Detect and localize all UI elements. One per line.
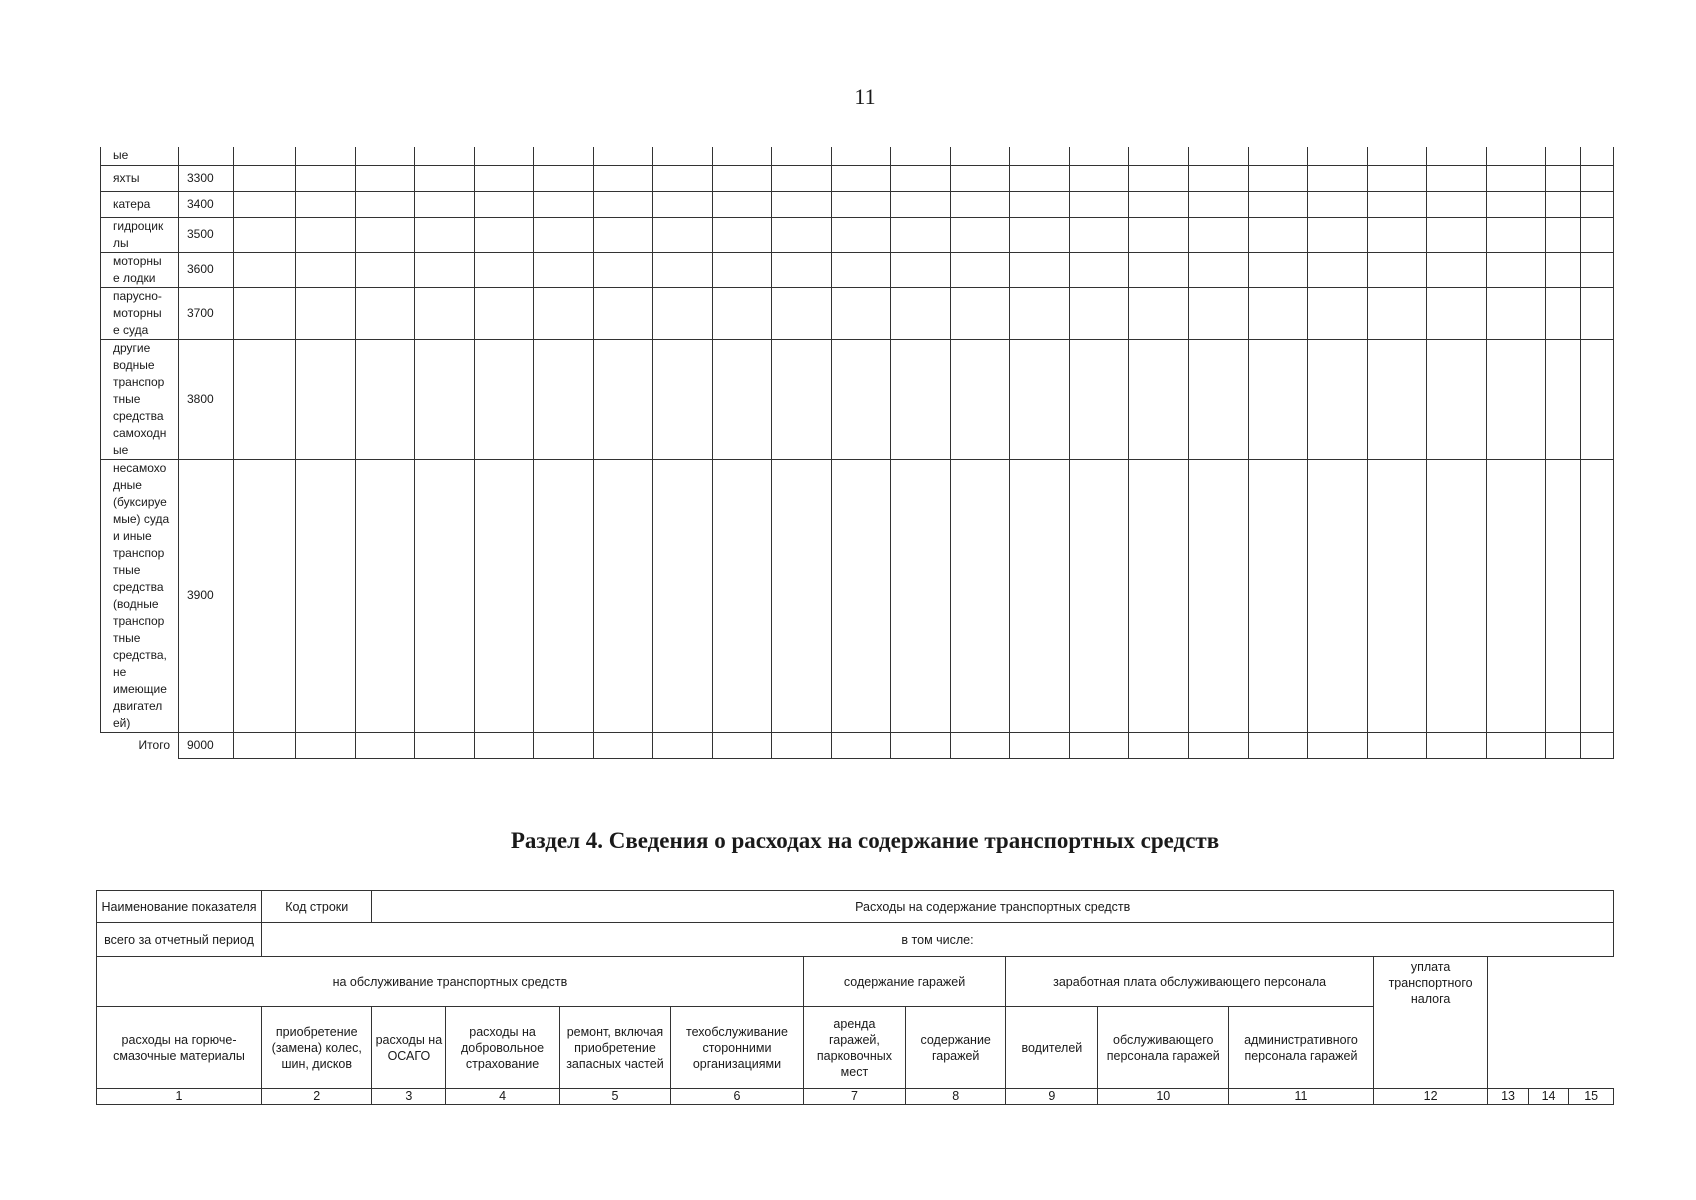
table-row xyxy=(101,459,1614,732)
empty-cell xyxy=(653,191,713,217)
column-number: 10 xyxy=(1098,1089,1229,1105)
column-header: приобретение (замена) колес, шин, дисков xyxy=(262,1007,372,1089)
empty-cell xyxy=(891,165,951,191)
empty-cell xyxy=(1546,732,1581,758)
empty-cell xyxy=(415,217,475,252)
empty-cell xyxy=(712,732,772,758)
column-number: 9 xyxy=(1006,1089,1098,1105)
empty-cell xyxy=(296,165,356,191)
empty-cell xyxy=(891,339,951,459)
empty-cell xyxy=(234,217,296,252)
empty-cell xyxy=(891,147,951,165)
service-group-header: на обслуживание транспортных средств xyxy=(97,957,804,1007)
empty-cell xyxy=(415,339,475,459)
empty-cell xyxy=(1367,165,1427,191)
empty-cell xyxy=(1546,217,1581,252)
empty-cell xyxy=(712,217,772,252)
empty-cell xyxy=(534,252,594,287)
empty-cell xyxy=(1308,147,1368,165)
empty-cell xyxy=(534,732,594,758)
empty-cell xyxy=(653,147,713,165)
empty-cell xyxy=(1367,147,1427,165)
empty-cell xyxy=(950,287,1010,339)
empty-cell xyxy=(653,165,713,191)
empty-cell xyxy=(1581,165,1614,191)
empty-cell xyxy=(712,252,772,287)
empty-cell xyxy=(1248,287,1308,339)
empty-cell xyxy=(355,287,415,339)
empty-cell xyxy=(653,732,713,758)
empty-cell xyxy=(1069,459,1129,732)
empty-cell xyxy=(1308,165,1368,191)
row-name: катера xyxy=(101,191,179,217)
empty-cell xyxy=(772,732,832,758)
empty-cell xyxy=(891,191,951,217)
row-code: 3700 xyxy=(179,287,234,339)
empty-cell xyxy=(653,459,713,732)
empty-cell xyxy=(1581,252,1614,287)
empty-cell xyxy=(1129,165,1189,191)
empty-cell xyxy=(1367,459,1427,732)
empty-cell xyxy=(1069,252,1129,287)
empty-cell xyxy=(1546,339,1581,459)
empty-cell xyxy=(950,732,1010,758)
empty-cell xyxy=(234,147,296,165)
empty-cell xyxy=(1546,165,1581,191)
column-number: 4 xyxy=(446,1089,559,1105)
empty-cell xyxy=(1308,252,1368,287)
empty-cell xyxy=(772,287,832,339)
column-number: 8 xyxy=(906,1089,1006,1105)
empty-cell xyxy=(593,459,653,732)
empty-cell xyxy=(1069,732,1129,758)
empty-cell xyxy=(891,459,951,732)
empty-cell xyxy=(1129,191,1189,217)
empty-cell xyxy=(415,732,475,758)
empty-cell xyxy=(1129,252,1189,287)
empty-cell xyxy=(950,339,1010,459)
empty-cell xyxy=(415,165,475,191)
empty-cell xyxy=(593,252,653,287)
empty-cell xyxy=(950,459,1010,732)
column-header: ремонт, включая приобретение запасных частей xyxy=(559,1007,670,1089)
section-title: Раздел 4. Сведения о расходах на содержание транспортных средств xyxy=(510,828,1220,853)
row-code: 9000 xyxy=(179,732,234,758)
empty-cell xyxy=(1546,287,1581,339)
empty-cell xyxy=(234,459,296,732)
empty-cell xyxy=(831,217,891,252)
empty-cell xyxy=(534,287,594,339)
empty-cell xyxy=(1486,165,1546,191)
empty-cell xyxy=(474,732,534,758)
empty-cell xyxy=(1010,732,1070,758)
empty-cell xyxy=(772,252,832,287)
empty-cell xyxy=(891,252,951,287)
row-code-header: Код строки xyxy=(262,891,372,923)
empty-cell xyxy=(772,147,832,165)
row-name: несамохо дные (буксируе мые) суда и иные транспор тные средства (водные транспор тные средства, не имеющие двигател ей) xyxy=(101,459,179,732)
table-row xyxy=(101,732,1614,758)
empty-cell xyxy=(1427,217,1487,252)
total-period-header: всего за отчетный период xyxy=(97,923,262,957)
row-code: 3400 xyxy=(179,191,234,217)
empty-cell xyxy=(355,339,415,459)
table-row xyxy=(101,191,1614,217)
empty-cell xyxy=(1069,217,1129,252)
empty-cell xyxy=(1129,459,1189,732)
empty-cell xyxy=(712,339,772,459)
column-number: 11 xyxy=(1229,1089,1374,1105)
empty-cell xyxy=(1248,147,1308,165)
empty-cell xyxy=(1581,339,1614,459)
empty-cell xyxy=(1367,339,1427,459)
empty-cell xyxy=(1367,191,1427,217)
empty-cell xyxy=(772,165,832,191)
empty-cell xyxy=(534,339,594,459)
empty-cell xyxy=(1486,252,1546,287)
column-header: техобслуживание сторонними организациями xyxy=(671,1007,804,1089)
empty-cell xyxy=(234,732,296,758)
empty-cell xyxy=(1188,287,1248,339)
empty-cell xyxy=(415,459,475,732)
row-name: ые xyxy=(101,147,179,165)
empty-cell xyxy=(474,191,534,217)
empty-cell xyxy=(1010,252,1070,287)
empty-cell xyxy=(950,165,1010,191)
empty-cell xyxy=(474,287,534,339)
empty-cell xyxy=(950,252,1010,287)
empty-cell xyxy=(1129,147,1189,165)
empty-cell xyxy=(296,287,356,339)
empty-cell xyxy=(296,252,356,287)
column-number: 13 xyxy=(1488,1089,1529,1105)
row-code: 3600 xyxy=(179,252,234,287)
empty-cell xyxy=(1367,217,1427,252)
empty-cell xyxy=(296,339,356,459)
row-name: моторны е лодки xyxy=(101,252,179,287)
empty-cell xyxy=(1069,147,1129,165)
column-number: 1 xyxy=(97,1089,262,1105)
empty-cell xyxy=(653,252,713,287)
row-name: гидроцик лы xyxy=(101,217,179,252)
empty-cell xyxy=(355,147,415,165)
column-number: 7 xyxy=(803,1089,905,1105)
empty-cell xyxy=(1486,147,1546,165)
empty-cell xyxy=(653,217,713,252)
empty-cell xyxy=(1427,191,1487,217)
column-header: содержание гаражей xyxy=(906,1007,1006,1089)
empty-cell xyxy=(1188,147,1248,165)
empty-cell xyxy=(474,339,534,459)
empty-cell xyxy=(355,459,415,732)
column-header: расходы на горюче-смазочные материалы xyxy=(97,1007,262,1089)
empty-cell xyxy=(1248,459,1308,732)
empty-cell xyxy=(593,147,653,165)
empty-cell xyxy=(1129,287,1189,339)
empty-cell xyxy=(1581,732,1614,758)
empty-cell xyxy=(1010,165,1070,191)
empty-cell xyxy=(296,459,356,732)
empty-cell xyxy=(1486,217,1546,252)
empty-cell xyxy=(1308,732,1368,758)
empty-cell xyxy=(891,732,951,758)
empty-cell xyxy=(593,339,653,459)
empty-cell xyxy=(296,191,356,217)
empty-cell xyxy=(1546,191,1581,217)
empty-cell xyxy=(712,459,772,732)
empty-cell xyxy=(831,252,891,287)
empty-cell xyxy=(1069,287,1129,339)
empty-cell xyxy=(1308,339,1368,459)
empty-cell xyxy=(355,252,415,287)
column-number: 6 xyxy=(671,1089,804,1105)
empty-cell xyxy=(1546,147,1581,165)
row-name: парусно- моторны е суда xyxy=(101,287,179,339)
row-code xyxy=(179,147,234,165)
empty-cell xyxy=(296,217,356,252)
empty-cell xyxy=(831,732,891,758)
expenses-table xyxy=(96,890,1614,1105)
empty-cell xyxy=(1486,732,1546,758)
column-header: водителей xyxy=(1006,1007,1098,1089)
empty-cell xyxy=(1188,191,1248,217)
row-code: 3900 xyxy=(179,459,234,732)
empty-cell xyxy=(355,217,415,252)
empty-cell xyxy=(534,165,594,191)
empty-cell xyxy=(1248,165,1308,191)
empty-cell xyxy=(1188,217,1248,252)
garages-group-header: содержание гаражей xyxy=(803,957,1006,1007)
table-row xyxy=(101,165,1614,191)
empty-cell xyxy=(712,287,772,339)
empty-cell xyxy=(1486,459,1546,732)
empty-cell xyxy=(1427,459,1487,732)
empty-cell xyxy=(1367,287,1427,339)
empty-cell xyxy=(1248,191,1308,217)
empty-cell xyxy=(1069,339,1129,459)
empty-cell xyxy=(234,165,296,191)
empty-cell xyxy=(772,217,832,252)
empty-cell xyxy=(1188,732,1248,758)
empty-cell xyxy=(534,147,594,165)
empty-cell xyxy=(1427,147,1487,165)
empty-cell xyxy=(1581,147,1614,165)
empty-cell xyxy=(1129,732,1189,758)
empty-cell xyxy=(1367,252,1427,287)
empty-cell xyxy=(593,217,653,252)
empty-cell xyxy=(1546,252,1581,287)
empty-cell xyxy=(831,287,891,339)
vehicles-table xyxy=(100,147,1614,759)
empty-cell xyxy=(474,165,534,191)
empty-cell xyxy=(712,191,772,217)
row-code: 3500 xyxy=(179,217,234,252)
empty-cell xyxy=(1427,732,1487,758)
empty-cell xyxy=(1069,191,1129,217)
empty-cell xyxy=(474,147,534,165)
blank-cell xyxy=(1488,957,1614,1089)
empty-cell xyxy=(296,147,356,165)
empty-cell xyxy=(593,287,653,339)
empty-cell xyxy=(355,732,415,758)
empty-cell xyxy=(415,287,475,339)
column-header: расходы на ОСАГО xyxy=(372,1007,446,1089)
empty-cell xyxy=(355,165,415,191)
empty-cell xyxy=(1248,217,1308,252)
empty-cell xyxy=(831,459,891,732)
empty-cell xyxy=(712,147,772,165)
column-number: 5 xyxy=(559,1089,670,1105)
empty-cell xyxy=(474,459,534,732)
empty-cell xyxy=(950,147,1010,165)
empty-cell xyxy=(1581,217,1614,252)
empty-cell xyxy=(234,287,296,339)
table-row xyxy=(101,217,1614,252)
empty-cell xyxy=(1486,191,1546,217)
empty-cell xyxy=(772,191,832,217)
empty-cell xyxy=(653,287,713,339)
empty-cell xyxy=(1010,287,1070,339)
empty-cell xyxy=(772,459,832,732)
empty-cell xyxy=(1427,339,1487,459)
row-name: другие водные транспор тные средства самоходн ые xyxy=(101,339,179,459)
empty-cell xyxy=(1427,165,1487,191)
column-header: расходы на добровольное страхование xyxy=(446,1007,559,1089)
empty-cell xyxy=(1308,217,1368,252)
table-row xyxy=(101,287,1614,339)
empty-cell xyxy=(1010,191,1070,217)
empty-cell xyxy=(1308,459,1368,732)
empty-cell xyxy=(415,147,475,165)
empty-cell xyxy=(1427,287,1487,339)
empty-cell xyxy=(234,339,296,459)
empty-cell xyxy=(831,339,891,459)
table-row xyxy=(101,252,1614,287)
page-number: 11 xyxy=(854,84,876,109)
row-name: яхты xyxy=(101,165,179,191)
empty-cell xyxy=(234,191,296,217)
row-code: 3800 xyxy=(179,339,234,459)
empty-cell xyxy=(474,252,534,287)
tax-group-header: уплата транспортного налога xyxy=(1373,957,1487,1089)
column-number: 15 xyxy=(1569,1089,1614,1105)
empty-cell xyxy=(1010,459,1070,732)
column-number: 2 xyxy=(262,1089,372,1105)
empty-cell xyxy=(1546,459,1581,732)
empty-cell xyxy=(1188,165,1248,191)
empty-cell xyxy=(296,732,356,758)
empty-cell xyxy=(653,339,713,459)
empty-cell xyxy=(355,191,415,217)
column-header: обслуживающего персонала гаражей xyxy=(1098,1007,1229,1089)
empty-cell xyxy=(1010,217,1070,252)
empty-cell xyxy=(1581,287,1614,339)
empty-cell xyxy=(1367,732,1427,758)
empty-cell xyxy=(534,217,594,252)
table-row xyxy=(101,147,1614,165)
empty-cell xyxy=(1581,191,1614,217)
empty-cell xyxy=(891,287,951,339)
empty-cell xyxy=(1427,252,1487,287)
empty-cell xyxy=(593,191,653,217)
column-header: административного персонала гаражей xyxy=(1229,1007,1374,1089)
column-number: 14 xyxy=(1528,1089,1569,1105)
column-number: 3 xyxy=(372,1089,446,1105)
empty-cell xyxy=(1308,191,1368,217)
empty-cell xyxy=(593,732,653,758)
empty-cell xyxy=(831,165,891,191)
salary-group-header: заработная плата обслуживающего персонала xyxy=(1006,957,1374,1007)
expenses-header: Расходы на содержание транспортных средств xyxy=(372,891,1614,923)
empty-cell xyxy=(712,165,772,191)
empty-cell xyxy=(1188,459,1248,732)
row-code: 3300 xyxy=(179,165,234,191)
empty-cell xyxy=(1486,339,1546,459)
empty-cell xyxy=(415,191,475,217)
empty-cell xyxy=(831,191,891,217)
empty-cell xyxy=(1010,339,1070,459)
empty-cell xyxy=(415,252,475,287)
empty-cell xyxy=(1581,459,1614,732)
indicator-name-header: Наименование показателя xyxy=(97,891,262,923)
empty-cell xyxy=(1129,339,1189,459)
empty-cell xyxy=(1308,287,1368,339)
empty-cell xyxy=(534,459,594,732)
empty-cell xyxy=(1010,147,1070,165)
empty-cell xyxy=(534,191,594,217)
empty-cell xyxy=(1188,252,1248,287)
including-header: в том числе: xyxy=(262,923,1614,957)
empty-cell xyxy=(234,252,296,287)
empty-cell xyxy=(950,191,1010,217)
table-row xyxy=(101,339,1614,459)
empty-cell xyxy=(950,217,1010,252)
empty-cell xyxy=(474,217,534,252)
empty-cell xyxy=(1248,339,1308,459)
empty-cell xyxy=(593,165,653,191)
column-number: 12 xyxy=(1373,1089,1487,1105)
empty-cell xyxy=(1069,165,1129,191)
column-header: аренда гаражей, парковочных мест xyxy=(803,1007,905,1089)
empty-cell xyxy=(1486,287,1546,339)
empty-cell xyxy=(772,339,832,459)
empty-cell xyxy=(1129,217,1189,252)
empty-cell xyxy=(1248,252,1308,287)
row-name: Итого xyxy=(101,732,179,758)
empty-cell xyxy=(1248,732,1308,758)
empty-cell xyxy=(1188,339,1248,459)
empty-cell xyxy=(891,217,951,252)
empty-cell xyxy=(831,147,891,165)
